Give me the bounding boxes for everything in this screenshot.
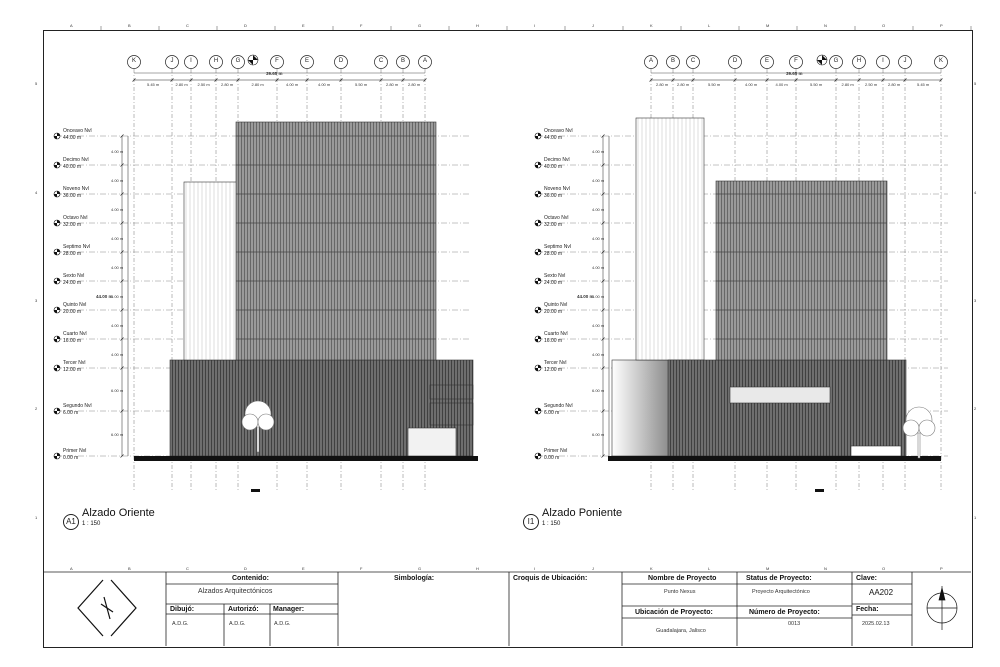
nombre-proyecto-value: Punto Nexus	[664, 589, 696, 595]
clave-label: Clave:	[856, 575, 878, 582]
level-name: Onceavo Nvl	[544, 128, 573, 134]
grid-axis-label: B	[400, 58, 405, 64]
axis-spacing-label: 5.50 m	[708, 82, 721, 87]
level-name: Noveno Nvl	[544, 186, 570, 192]
level-elevation: 0.00 m	[63, 455, 79, 461]
east-view-marker: A1	[63, 514, 79, 530]
level-spacing-label: 4.00 m	[111, 235, 124, 241]
level-spacing-label: 4.00 m	[592, 351, 605, 357]
level-elevation: 44.00 m	[544, 135, 563, 141]
level-name: Tercer Nvl	[63, 360, 86, 366]
status-label: Status de Proyecto:	[746, 575, 812, 582]
grid-axis-label: K	[938, 58, 943, 64]
edge-letter-bottom: M	[766, 566, 770, 571]
edge-letter-top: L	[708, 23, 711, 28]
level-spacing-label: 4.00 m	[111, 177, 124, 183]
level-elevation: 40.00 m	[63, 164, 82, 170]
nombre-proyecto-label: Nombre de Proyecto	[648, 575, 717, 582]
rear-tower-ghost	[184, 182, 244, 360]
level-spacing-label: 4.00 m	[111, 264, 124, 270]
dibujo-value: A.D.G.	[172, 621, 189, 627]
section-mark	[251, 489, 260, 492]
edge-number-right: 3	[974, 298, 977, 303]
level-spacing-label: 4.00 m	[111, 351, 124, 357]
axis-spacing-label: 5.50 m	[810, 82, 823, 87]
level-spacing-label: 4.00 m	[111, 206, 124, 212]
recessed-band	[730, 387, 830, 403]
firm-logo	[78, 580, 136, 636]
axis-spacing-label: 2.80 m	[888, 82, 901, 87]
edge-letter-top: C	[186, 23, 189, 28]
level-name: Sexto Nvl	[63, 273, 85, 279]
podium-mass	[668, 360, 906, 456]
cantilever-slab-lower	[430, 403, 473, 425]
tree-trunk	[918, 430, 920, 458]
fecha-label: Fecha:	[856, 606, 879, 613]
level-elevation: 16.00 m	[63, 338, 82, 344]
edge-letter-bottom: L	[708, 566, 711, 571]
edge-letter-top: B	[128, 23, 131, 28]
grid-axis-label: D	[338, 58, 344, 64]
ground-slab	[134, 456, 478, 461]
edge-letter-bottom: K	[650, 566, 653, 571]
west-view-title: Alzado Poniente	[542, 507, 623, 519]
edge-letter-top: M	[766, 23, 770, 28]
axis-spacing-label: 2.50 m	[197, 82, 210, 87]
level-elevation: 24.00 m	[544, 280, 563, 286]
west-view-marker: I1	[523, 514, 539, 530]
level-name: Tercer Nvl	[544, 360, 567, 366]
edge-letter-top: N	[824, 23, 827, 28]
level-elevation: 32.00 m	[544, 222, 563, 228]
edge-letter-top: G	[418, 23, 422, 28]
tree-canopy	[919, 420, 935, 436]
axis-spacing-label: 4.00 m	[775, 82, 788, 87]
axis-spacing-label: 2.50 m	[865, 82, 878, 87]
edge-letter-top: K	[650, 23, 653, 28]
level-name: Octavo Nvl	[544, 215, 569, 221]
level-elevation: 44.00 m	[63, 135, 82, 141]
ubicacion-value: Guadalajara, Jalisco	[656, 628, 706, 634]
edge-number-left: 4	[35, 189, 38, 195]
level-name: Sexto Nvl	[544, 273, 566, 279]
grid-axis-label: H	[213, 58, 219, 64]
edge-number-left: 2	[35, 406, 38, 412]
status-value: Proyecto Arquitectónico	[752, 589, 810, 595]
autorizo-label: Autorizó:	[228, 606, 259, 613]
edge-letter-bottom: C	[186, 566, 189, 571]
axis-spacing-label: 2.80 m	[841, 82, 854, 87]
tree-trunk	[257, 424, 259, 452]
autorizo-value: A.D.G.	[229, 621, 246, 627]
section-mark	[815, 489, 824, 492]
grid-axis-label: J	[903, 58, 907, 64]
podium-fade	[612, 360, 670, 456]
grid-axis-label: A	[422, 58, 427, 64]
edge-letter-top: J	[592, 23, 594, 28]
grid-axis-label: E	[304, 58, 309, 64]
overall-dimension: 39.65 m	[786, 71, 803, 76]
level-name: Noveno Nvl	[63, 186, 89, 192]
level-spacing-label: 4.00 m	[592, 235, 605, 241]
level-spacing-label: 4.00 m	[592, 177, 605, 183]
level-name: Septimo Nvl	[63, 244, 90, 250]
level-spacing-label: 4.00 m	[592, 148, 605, 154]
cantilever-slab-upper	[430, 385, 473, 399]
axis-spacing-label: 2.80 m	[221, 82, 234, 87]
level-name: Octavo Nvl	[63, 215, 88, 221]
level-name: Primer Nvl	[544, 448, 568, 454]
level-name: Septimo Nvl	[544, 244, 571, 250]
level-spacing-label: 4.00 m	[592, 264, 605, 270]
edge-letter-bottom: A	[70, 566, 73, 571]
grid-axis-label: F	[275, 58, 279, 64]
axis-spacing-label: 2.80 m	[677, 82, 690, 87]
overall-dimension: 39.65 m	[266, 71, 283, 76]
level-elevation: 12.00 m	[544, 367, 563, 373]
level-spacing-label: 6.00 m	[592, 387, 605, 393]
croquis-label: Croquis de Ubicación:	[513, 575, 588, 582]
total-height-label: 44.00 m	[96, 294, 113, 299]
level-spacing-label: 4.00 m	[111, 148, 124, 154]
level-name: Decimo Nvl	[544, 157, 570, 163]
axis-spacing-label: 5.45 m	[147, 82, 160, 87]
axis-spacing-label: 2.80 m	[656, 82, 669, 87]
level-spacing-label: 4.00 m	[592, 206, 605, 212]
grid-axis-label: C	[690, 58, 696, 64]
grid-axis-label: I	[882, 58, 884, 64]
level-elevation: 32.00 m	[63, 222, 82, 228]
edge-letter-bottom: B	[128, 566, 131, 571]
level-name: Quinto Nvl	[544, 302, 568, 308]
level-elevation: 28.00 m	[63, 251, 82, 257]
tree-canopy	[242, 414, 258, 430]
tree-canopy	[903, 420, 919, 436]
edge-letter-bottom: E	[302, 566, 305, 571]
edge-letter-bottom: G	[418, 566, 422, 571]
simbologia-label: Simbología:	[394, 575, 435, 582]
grid-axis-label: K	[131, 58, 136, 64]
grid-axis-label: E	[764, 58, 769, 64]
axis-spacing-label: 5.45 m	[917, 82, 930, 87]
grid-axis-label: D	[732, 58, 738, 64]
level-elevation: 24.00 m	[63, 280, 82, 286]
level-name: Decimo Nvl	[63, 157, 89, 163]
edge-number-left: 5	[35, 81, 38, 87]
level-elevation: 6.00 m	[63, 410, 79, 416]
edge-letter-top: A	[70, 23, 73, 28]
rear-tower-ghost	[636, 118, 704, 360]
level-name: Cuarto Nvl	[544, 331, 568, 337]
grid-axis-label: B	[670, 58, 675, 64]
entrance-opening	[851, 446, 901, 456]
level-name: Segundo Nvl	[63, 403, 92, 409]
level-name: Cuarto Nvl	[63, 331, 87, 337]
west-view-scale: 1 : 150	[542, 521, 561, 527]
level-spacing-label: 6.00 m	[592, 431, 605, 437]
contenido-value: Alzados Arquitectónicos	[198, 588, 273, 595]
level-elevation: 16.00 m	[544, 338, 563, 344]
level-elevation: 20.00 m	[63, 309, 82, 315]
edge-letter-bottom: O	[882, 566, 886, 571]
edge-letter-top: H	[476, 23, 479, 28]
tree-canopy	[258, 414, 274, 430]
grid-axis-label: J	[170, 58, 174, 64]
edge-letter-bottom: P	[940, 566, 943, 571]
edge-letter-bottom: F	[360, 566, 363, 571]
ground-slab	[608, 456, 941, 461]
axis-spacing-label: 2.80 m	[408, 82, 421, 87]
axis-spacing-label: 4.00 m	[745, 82, 758, 87]
east-view-title: Alzado Oriente	[82, 507, 155, 519]
level-elevation: 36.00 m	[63, 193, 82, 199]
manager-value: A.D.G.	[274, 621, 291, 627]
grid-axis-label: G	[833, 58, 839, 64]
edge-number-right: 1	[974, 514, 977, 520]
level-elevation: 6.00 m	[544, 410, 560, 416]
level-spacing-label: 4.00 m	[592, 293, 605, 299]
level-spacing-label: 4.00 m	[592, 322, 605, 328]
ubicacion-label: Ubicación de Proyecto:	[635, 609, 713, 616]
level-elevation: 20.00 m	[544, 309, 563, 315]
level-elevation: 12.00 m	[63, 367, 82, 373]
total-height-label: 44.00 m	[577, 294, 594, 299]
grid-axis-label: H	[856, 58, 862, 64]
grid-axis-label: A	[648, 58, 653, 64]
level-name: Onceavo Nvl	[63, 128, 92, 134]
level-name: Segundo Nvl	[544, 403, 573, 409]
clave-value: AA202	[869, 588, 894, 597]
grid-axis-label: C	[378, 58, 384, 64]
edge-letter-bottom: J	[592, 566, 594, 571]
level-elevation: 0.00 m	[544, 455, 560, 461]
contenido-label: Contenido:	[232, 575, 269, 582]
level-name: Primer Nvl	[63, 448, 87, 454]
axis-spacing-label: 2.80 m	[386, 82, 399, 87]
axis-spacing-label: 4.00 m	[286, 82, 299, 87]
level-elevation: 40.00 m	[544, 164, 563, 170]
level-name: Quinto Nvl	[63, 302, 87, 308]
edge-letter-bottom: D	[244, 566, 247, 571]
main-tower-mass	[236, 122, 436, 360]
level-elevation: 28.00 m	[544, 251, 563, 257]
edge-letter-top: D	[244, 23, 247, 28]
edge-letter-top: E	[302, 23, 305, 28]
east-view-scale: 1 : 150	[82, 521, 101, 527]
edge-letter-bottom: N	[824, 566, 827, 571]
edge-letter-bottom: I	[534, 566, 536, 571]
axis-spacing-label: 5.50 m	[355, 82, 368, 87]
level-spacing-label: 6.00 m	[111, 387, 124, 393]
fecha-value: 2025.02.13	[862, 621, 890, 627]
grid-axis-label: I	[190, 58, 192, 64]
edge-letter-top: F	[360, 23, 363, 28]
dibujo-label: Dibujó:	[170, 606, 195, 613]
edge-letter-top: O	[882, 23, 886, 28]
manager-label: Manager:	[273, 606, 305, 613]
axis-spacing-label: 2.80 m	[251, 82, 264, 87]
edge-letter-bottom: H	[476, 566, 479, 571]
edge-number-right: 5	[974, 81, 977, 87]
north-arrow	[927, 586, 957, 630]
edge-number-right: 4	[974, 189, 977, 195]
axis-spacing-label: 4.00 m	[318, 82, 331, 87]
edge-number-left: 3	[35, 298, 38, 303]
level-spacing-label: 4.00 m	[111, 322, 124, 328]
numero-label: Número de Proyecto:	[749, 609, 820, 616]
grid-axis-label: F	[794, 58, 798, 64]
main-tower-mass	[716, 181, 887, 360]
level-spacing-label: 6.00 m	[111, 431, 124, 437]
edge-number-left: 1	[35, 514, 38, 520]
edge-number-right: 2	[974, 406, 977, 412]
axis-spacing-label: 2.80 m	[175, 82, 188, 87]
level-elevation: 36.00 m	[544, 193, 563, 199]
numero-value: 0013	[788, 621, 801, 627]
glass-entrance	[408, 428, 456, 456]
grid-axis-label: G	[235, 58, 241, 64]
level-spacing-label: 4.00 m	[111, 293, 124, 299]
edge-letter-top: P	[940, 23, 943, 28]
edge-letter-top: I	[534, 23, 536, 28]
